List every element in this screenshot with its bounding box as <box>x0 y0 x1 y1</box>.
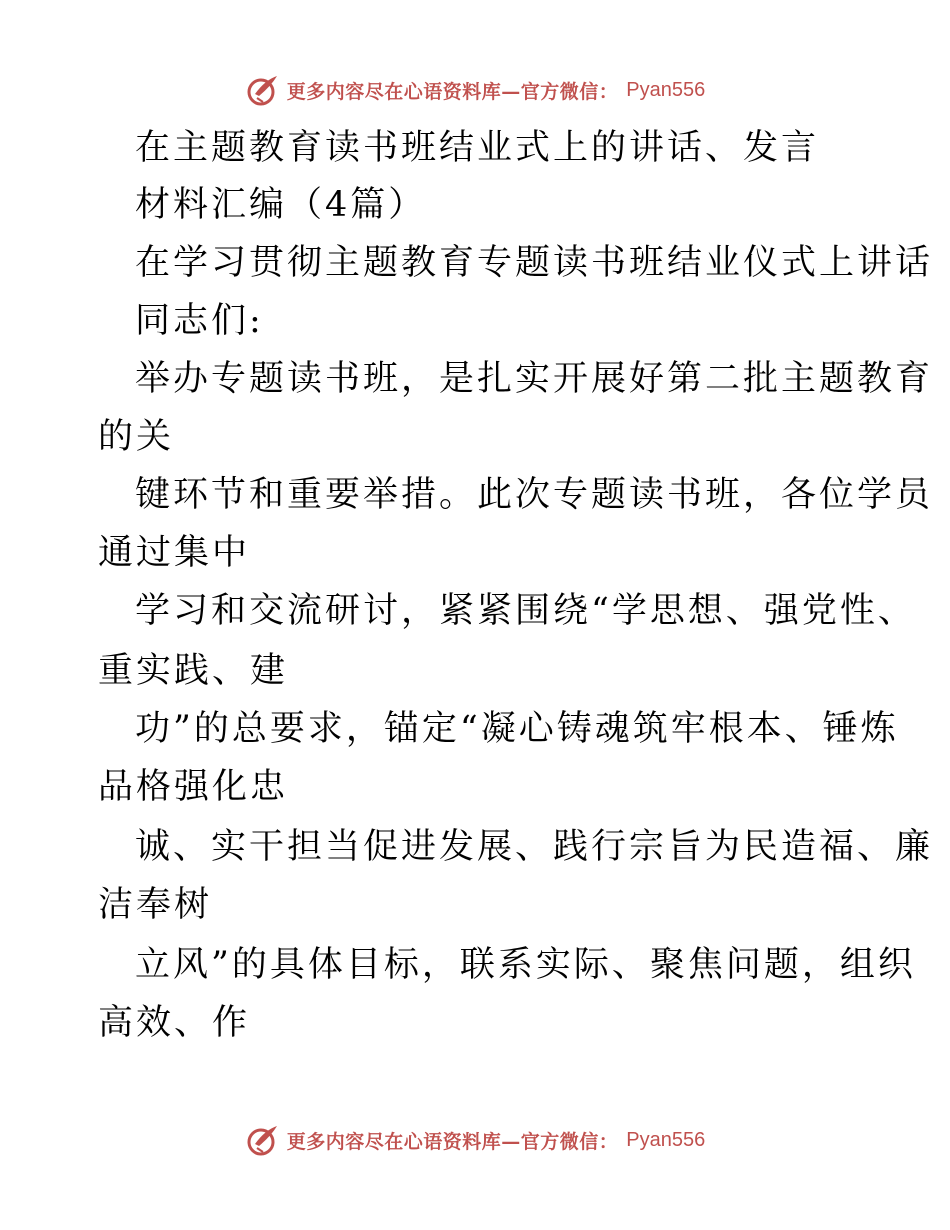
footer-banner <box>0 1120 950 1160</box>
doc-line: 重实践、建 <box>98 651 289 691</box>
doc-line: 材料汇编（4篇） <box>135 185 427 225</box>
doc-line: 的关 <box>98 417 175 457</box>
header-banner-text: 更多内容尽在心语资料库—官方微信： <box>286 80 619 103</box>
doc-line: 通过集中 <box>98 533 251 573</box>
quill-logo-icon <box>245 72 281 108</box>
quill-logo-icon <box>245 1122 281 1158</box>
doc-line: 在主题教育读书班结业式上的讲话、发言 <box>135 128 820 168</box>
doc-line: 学习和交流研讨，紧紧围绕“学思想、强党性、 <box>135 591 916 631</box>
doc-line: 同志们: <box>135 301 264 341</box>
doc-line: 键环节和重要举措。此次专题读书班，各位学员 <box>135 475 934 515</box>
doc-line: 高效、作 <box>98 1003 251 1043</box>
doc-line: 品格强化忠 <box>98 767 289 807</box>
doc-line: 在学习贯彻主题教育专题读书班结业仪式上讲话 <box>135 243 934 283</box>
doc-line: 诚、实干担当促进发展、践行宗旨为民造福、廉 <box>135 827 934 867</box>
doc-line: 立风”的具体目标，联系实际、聚焦问题，组织 <box>135 945 916 985</box>
doc-line: 功”的总要求，锚定“凝心铸魂筑牢根本、锤炼 <box>135 709 899 749</box>
footer-wechat-id: Pyan556 <box>626 1128 706 1151</box>
header-wechat-id: Pyan556 <box>626 78 706 101</box>
header-banner <box>0 70 950 110</box>
footer-banner-text: 更多内容尽在心语资料库—官方微信： <box>286 1130 619 1153</box>
doc-line: 洁奉树 <box>98 885 213 925</box>
doc-line: 举办专题读书班，是扎实开展好第二批主题教育 <box>135 359 934 399</box>
